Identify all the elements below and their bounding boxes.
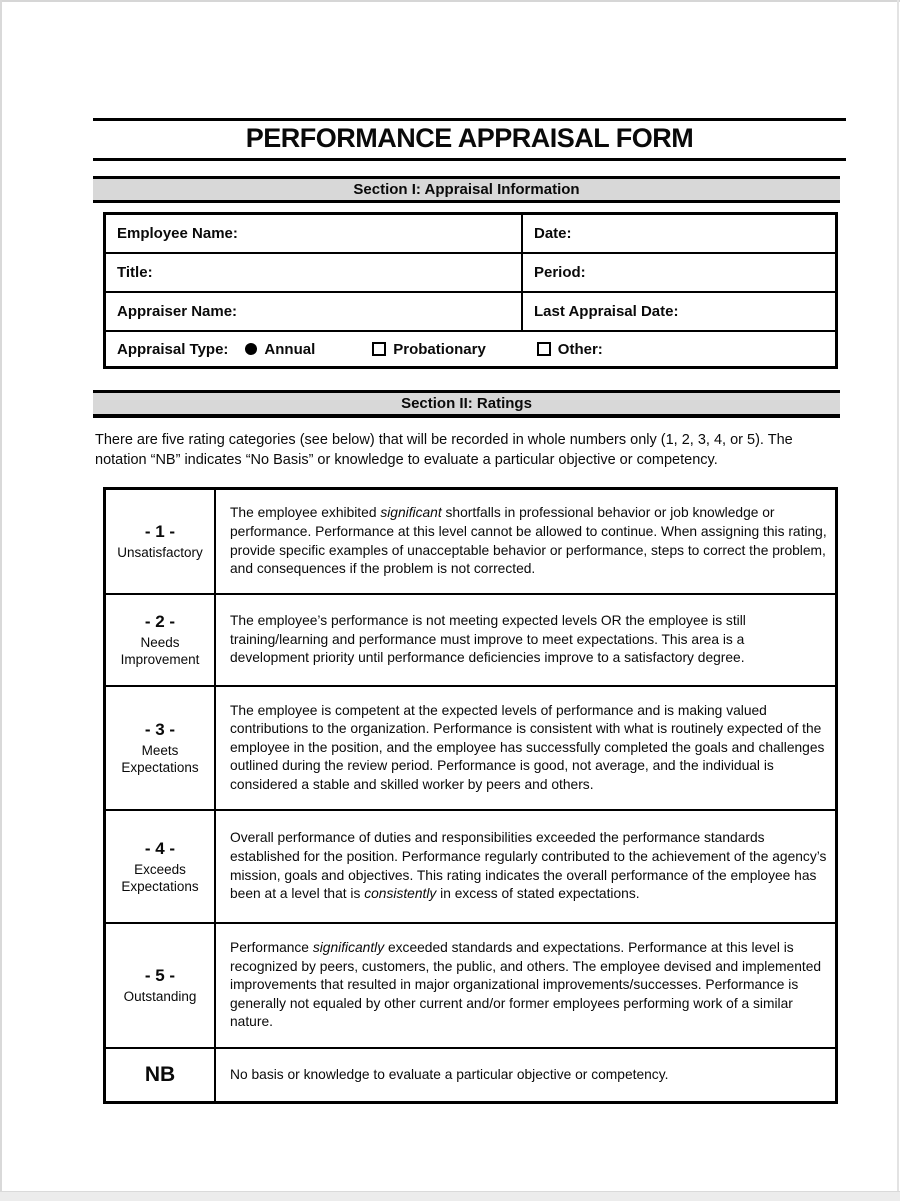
appraisal-type-option-probationary — [372, 341, 486, 358]
rating-row-2 — [106, 595, 835, 687]
employee-name-label: Employee Name: — [117, 225, 238, 242]
ratings-intro-paragraph: There are five rating categories (see below) that will be recorded in whole numbers only (1, 2, 3, 4, or 5). The notation “NB” indicates “No Basis” or knowledge to evaluate a particular objective or competency. — [95, 432, 793, 468]
rating-name: Needs Improvement — [120, 635, 200, 667]
rating-row-3 — [106, 687, 835, 811]
rating-code: - 2 - — [144, 612, 176, 631]
table-row — [106, 293, 835, 332]
rating-code: NB — [144, 1063, 176, 1086]
rating-key-5 — [106, 924, 216, 1047]
rating-name: Exceeds Expectations — [121, 861, 199, 894]
rating-code: - 3 - — [144, 720, 176, 739]
appraisal-type-label: Appraisal Type: — [117, 340, 229, 358]
title-label: Title: — [117, 264, 153, 281]
italic-word: significantly — [312, 940, 385, 956]
rating-row-5 — [106, 924, 835, 1049]
annual-option-label: Annual — [264, 340, 316, 358]
section2-header: Section II: Ratings — [93, 390, 840, 418]
rating-code: - 4 - — [144, 838, 176, 858]
italic-word: consistently — [364, 886, 437, 902]
appraiser-name-label: Appraiser Name: — [117, 303, 238, 320]
rating-description-2: The employee’s performance is not meeting expected levels OR the employee is still training/learning and performance must improve to meet expectations. This area is a development priority until performance deficiencies improve to a satisfactory degree. — [230, 613, 746, 666]
rating-description-1: The employee exhibited significant shortfalls in professional behavior or job knowledge or performance. Performance at this level cannot be allowed to continue. When assigning this rating, provide specific examples of unacceptable behavior or performance, steps to correct the problem, and consequences if the problem is not corrected. — [230, 505, 827, 577]
title-bottom-rule — [93, 158, 846, 161]
section1-header: Section I: Appraisal Information — [93, 176, 840, 203]
rating-key-1 — [106, 490, 216, 593]
rating-key-nb — [106, 1049, 216, 1101]
title-field[interactable] — [106, 254, 521, 291]
rating-description-3: The employee is competent at the expected levels of performance and is making valued contributions to the organization. Performance is consistent with what is routinely expected of the employee in the position, and the employee has successfully completed the goals and challenges outlined during the review period. Performance is good, not average, and the individual is considered a stable and skilled worker by peers and others. — [230, 702, 825, 792]
rating-code: - 5 - — [144, 966, 176, 985]
period-label: Period: — [534, 264, 586, 281]
annual-radio-filled-icon[interactable] — [245, 343, 257, 355]
rating-name: Meets Expectations — [121, 743, 199, 775]
rating-code: - 1 - — [144, 522, 176, 541]
appraisal-type-option-other — [537, 341, 603, 358]
rating-row-1 — [106, 490, 835, 595]
other-checkbox-icon[interactable] — [537, 342, 551, 356]
rating-name: Outstanding — [123, 989, 197, 1004]
title-top-rule — [93, 118, 846, 121]
page-title: PERFORMANCE APPRAISAL FORM — [245, 123, 694, 153]
rating-description-5: Performance significantly exceeded standards and expectations. Performance at this level is recognized by peers, customers, the public, and others. The employee devised and implemented improvements that resulted in major organizational improvements/successes. Performance is generally not equaled by other current and/or former employees performing work of a similar nature. — [230, 940, 822, 1030]
rating-key-2 — [106, 595, 216, 685]
table-row — [106, 215, 835, 254]
date-label: Date: — [534, 225, 572, 242]
appraisal-type-row — [106, 332, 835, 366]
last-appraisal-date-label: Last Appraisal Date: — [534, 303, 679, 320]
probationary-checkbox-icon[interactable] — [372, 342, 386, 356]
last-appraisal-date-field[interactable] — [521, 293, 835, 330]
rating-name: Unsatisfactory — [117, 545, 203, 560]
rating-row-4 — [106, 811, 835, 924]
rating-description-nb: No basis or knowledge to evaluate a particular objective or competency. — [230, 1066, 669, 1082]
probationary-option-label: Probationary — [393, 340, 486, 358]
viewport-top-border — [0, 0, 900, 2]
period-field[interactable] — [521, 254, 835, 291]
viewport-left-border — [0, 0, 2, 1200]
appraisal-info-table — [103, 212, 838, 369]
rating-key-3 — [106, 687, 216, 809]
table-row — [106, 254, 835, 293]
italic-word: significant — [380, 505, 442, 521]
employee-name-field[interactable] — [106, 215, 521, 252]
other-option-label: Other: — [557, 340, 603, 358]
ratings-table — [103, 487, 838, 1104]
rating-key-4 — [106, 811, 216, 922]
rating-row-nb — [106, 1049, 835, 1101]
appraiser-name-field[interactable] — [106, 293, 521, 330]
date-field[interactable] — [521, 215, 835, 252]
viewport-right-border — [897, 0, 899, 1200]
appraisal-type-option-annual — [245, 341, 315, 358]
rating-description-4: Overall performance of duties and responsibilities exceeded the performance standards established for the position. Performance regularly contributed to the achievement of the agency’s mission, goals and objectives. This rating indicates the overall performance of the employee has been at a level that is consistently in excess of stated expectations. — [230, 830, 827, 902]
